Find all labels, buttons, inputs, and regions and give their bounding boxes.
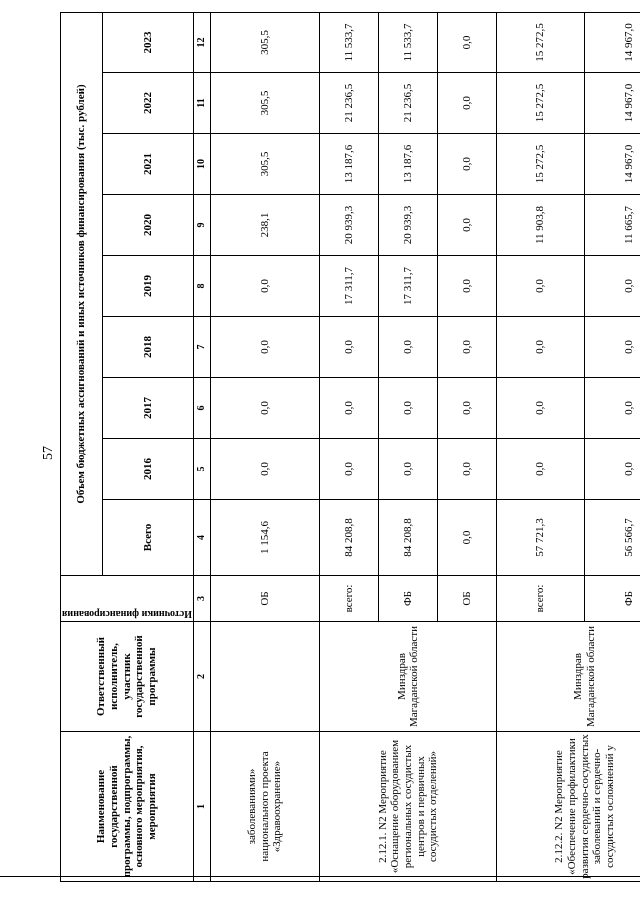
row-value: 84 208,8 bbox=[379, 500, 438, 576]
row-value: 17 311,7 bbox=[379, 256, 438, 317]
header-source: Источники финансирования bbox=[61, 576, 194, 622]
header-year: 2022 bbox=[103, 73, 194, 134]
header-year: 2021 bbox=[103, 134, 194, 195]
row-executor: Минздрав Магаданской области bbox=[497, 622, 640, 732]
col-number: 9 bbox=[193, 195, 210, 256]
row-value: 11 903,8 bbox=[497, 195, 585, 256]
row-value: 305,5 bbox=[210, 13, 319, 73]
col-number: 1 bbox=[193, 732, 210, 882]
row-source: ФБ bbox=[585, 576, 640, 622]
row-name: 2.12.1. N2 Мероприятие «Оснащение оборудованием региональных сосудистых центров и первичных сосудистых отделений» bbox=[320, 732, 497, 882]
row-value: 0,0 bbox=[497, 317, 585, 378]
row-value: 0,0 bbox=[497, 439, 585, 500]
col-number: 4 bbox=[193, 500, 210, 576]
row-executor bbox=[210, 622, 319, 732]
row-source: всего: bbox=[320, 576, 379, 622]
row-executor: Минздрав Магаданской области bbox=[320, 622, 497, 732]
row-value: 20 939,3 bbox=[320, 195, 379, 256]
table-row bbox=[210, 13, 319, 882]
row-value: 21 236,5 bbox=[379, 73, 438, 134]
row-source: ФБ bbox=[379, 576, 438, 622]
header-year: 2017 bbox=[103, 378, 194, 439]
row-value: 0,0 bbox=[379, 378, 438, 439]
col-number: 3 bbox=[193, 576, 210, 622]
row-value: 21 236,5 bbox=[320, 73, 379, 134]
row-value: 0,0 bbox=[320, 317, 379, 378]
row-value: 0,0 bbox=[210, 317, 319, 378]
col-number: 12 bbox=[193, 13, 210, 73]
row-value: 238,1 bbox=[210, 195, 319, 256]
col-number: 5 bbox=[193, 439, 210, 500]
row-value: 11 665,7 bbox=[585, 195, 640, 256]
rotated-table-wrapper bbox=[60, 12, 635, 882]
row-value: 305,5 bbox=[210, 73, 319, 134]
row-value: 14 967,0 bbox=[585, 73, 640, 134]
row-source: всего: bbox=[497, 576, 585, 622]
header-name: Наименование государственной программы, подпрограммы, основного мероприятия, мероприятия bbox=[61, 732, 194, 882]
row-value: 20 939,3 bbox=[379, 195, 438, 256]
col-number: 7 bbox=[193, 317, 210, 378]
table-row bbox=[497, 13, 585, 882]
header-year: 2018 bbox=[103, 317, 194, 378]
row-value: 17 311,7 bbox=[320, 256, 379, 317]
table-row bbox=[320, 13, 379, 882]
row-value: 0,0 bbox=[497, 256, 585, 317]
row-value: 0,0 bbox=[438, 73, 497, 134]
header-funding-group: Объем бюджетных ассигнований и иных источников финансирования (тыс. рублей) bbox=[61, 13, 103, 576]
row-value: 0,0 bbox=[438, 256, 497, 317]
row-value: 0,0 bbox=[585, 378, 640, 439]
row-value: 13 187,6 bbox=[320, 134, 379, 195]
header-year: 2019 bbox=[103, 256, 194, 317]
row-value: 11 533,7 bbox=[320, 13, 379, 73]
row-value: 84 208,8 bbox=[320, 500, 379, 576]
row-value: 0,0 bbox=[379, 317, 438, 378]
row-value: 0,0 bbox=[585, 317, 640, 378]
row-source: ОБ bbox=[210, 576, 319, 622]
row-value: 15 272,5 bbox=[497, 73, 585, 134]
row-value: 0,0 bbox=[438, 500, 497, 576]
col-number: 11 bbox=[193, 73, 210, 134]
row-name: 2.12.2. N2 Мероприятие «Обеспечение профилактики развития сердечно-сосудистых заболеваний и сердечно-сосудистых осложнений у bbox=[497, 732, 640, 882]
row-value: 0,0 bbox=[438, 195, 497, 256]
row-value: 0,0 bbox=[585, 256, 640, 317]
row-source: ОБ bbox=[438, 576, 497, 622]
header-year: 2020 bbox=[103, 195, 194, 256]
row-value: 15 272,5 bbox=[497, 134, 585, 195]
row-name: заболеваниями» национального проекта «Здравоохранение» bbox=[210, 732, 319, 882]
bottom-rule bbox=[0, 876, 640, 877]
row-value: 14 967,0 bbox=[585, 13, 640, 73]
row-value: 0,0 bbox=[585, 439, 640, 500]
row-value: 0,0 bbox=[497, 378, 585, 439]
header-total: Всего bbox=[103, 500, 194, 576]
row-value: 0,0 bbox=[210, 256, 319, 317]
header-year: 2016 bbox=[103, 439, 194, 500]
row-value: 0,0 bbox=[438, 439, 497, 500]
row-value: 14 967,0 bbox=[585, 134, 640, 195]
row-value: 57 721,3 bbox=[497, 500, 585, 576]
row-value: 0,0 bbox=[320, 439, 379, 500]
col-number: 2 bbox=[193, 622, 210, 732]
row-value: 0,0 bbox=[438, 134, 497, 195]
row-value: 0,0 bbox=[379, 439, 438, 500]
row-value: 305,5 bbox=[210, 134, 319, 195]
row-value: 0,0 bbox=[438, 317, 497, 378]
row-value: 13 187,6 bbox=[379, 134, 438, 195]
header-executor: Ответственный исполнитель, участник государственной программы bbox=[61, 622, 194, 732]
page-number: 57 bbox=[41, 446, 56, 460]
col-number: 6 bbox=[193, 378, 210, 439]
funding-table bbox=[60, 12, 640, 882]
row-value: 11 533,7 bbox=[379, 13, 438, 73]
col-number: 8 bbox=[193, 256, 210, 317]
col-number: 10 bbox=[193, 134, 210, 195]
row-value: 0,0 bbox=[210, 378, 319, 439]
row-value: 56 566,7 bbox=[585, 500, 640, 576]
row-value: 0,0 bbox=[210, 439, 319, 500]
row-value: 0,0 bbox=[438, 378, 497, 439]
row-value: 0,0 bbox=[438, 13, 497, 73]
row-value: 1 154,6 bbox=[210, 500, 319, 576]
header-year: 2023 bbox=[103, 13, 194, 73]
row-value: 15 272,5 bbox=[497, 13, 585, 73]
column-numbers-row bbox=[193, 13, 210, 882]
row-value: 0,0 bbox=[320, 378, 379, 439]
